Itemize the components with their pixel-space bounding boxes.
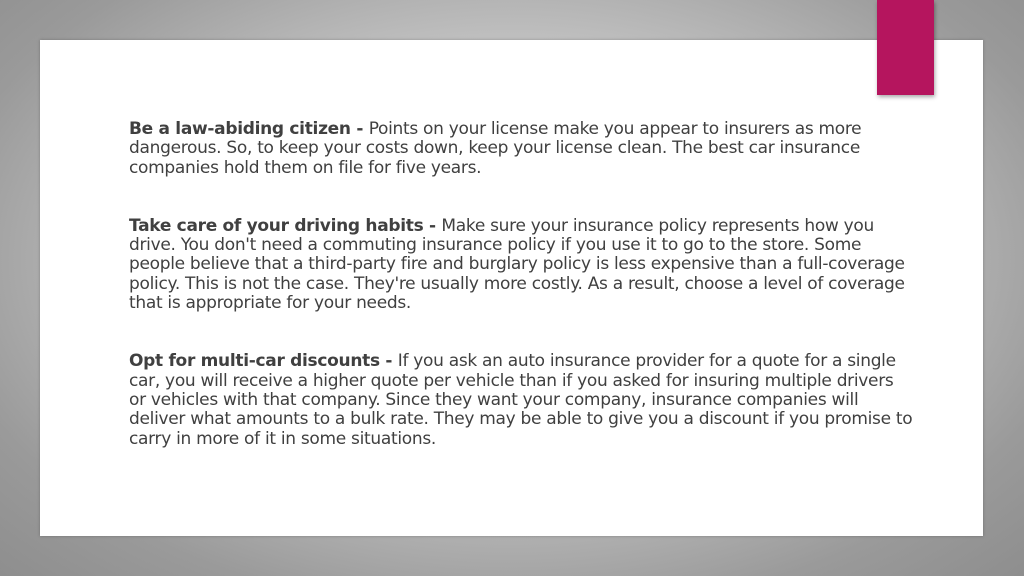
paragraph-body: Make sure your insurance policy represents how you drive. You don't need a commuting insurance policy if you use it to go to the store. Some people believe that a third-party fire and burglary policy is less expensive than a full-coverage policy. This is not the case. They're usually more costly. As a result, choose a level of coverage that is appropriate for your needs. <box>129 215 905 314</box>
paragraph-lead: Be a law-abiding citizen - <box>129 119 369 139</box>
paragraph-multi-car <box>129 352 915 448</box>
paragraph-law-abiding <box>129 120 915 178</box>
paragraph-body: Points on your license make you appear to insurers as more dangerous. So, to keep your costs down, keep your license clean. The best car insurance companies hold them on file for five years. <box>129 119 862 178</box>
slide-card <box>40 40 983 536</box>
slide-content <box>129 120 915 488</box>
accent-tab <box>877 0 934 95</box>
paragraph-lead: Take care of your driving habits - <box>129 215 442 236</box>
paragraph-lead: Opt for multi-car discounts - <box>129 351 398 372</box>
paragraph-body: If you ask an auto insurance provider for a quote for a single car, you will receive a higher quote per vehicle than if you asked for insuring multiple drivers or vehicles with that company. Since they want your company, insurance companies will deliver what amounts to a bulk rate. They may be able to give you a discount if you promise to carry in more of it in some situations. <box>129 351 913 449</box>
paragraph-driving-habits <box>129 217 915 313</box>
